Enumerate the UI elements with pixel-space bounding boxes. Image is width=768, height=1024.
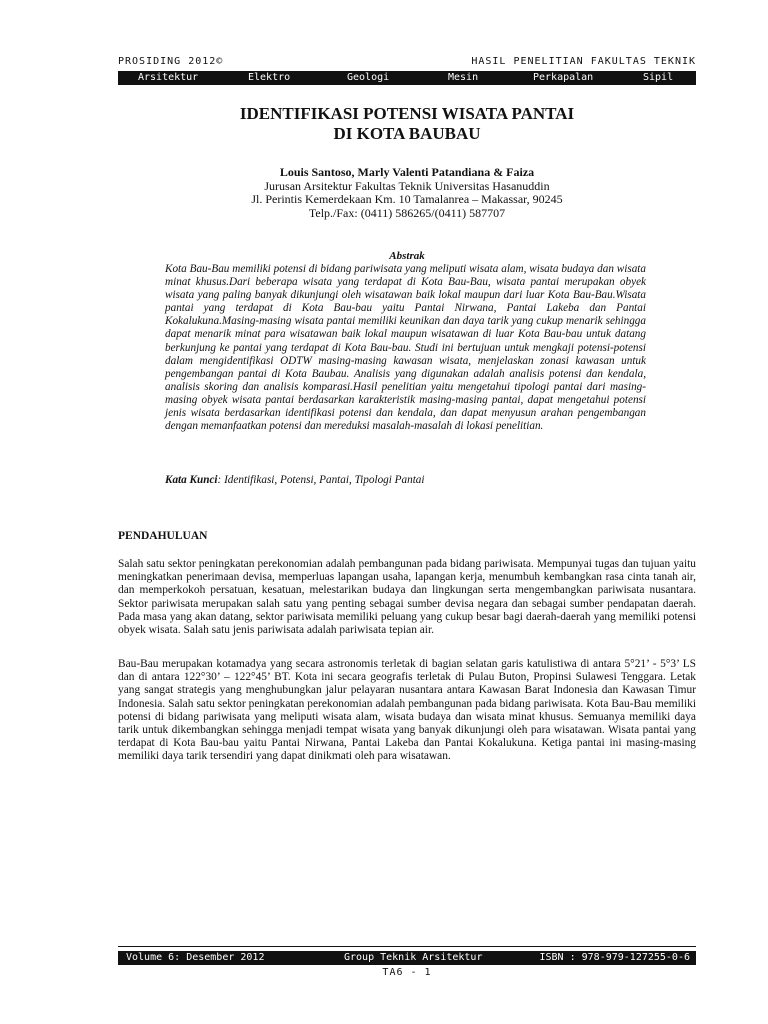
category-elektro: Elektro — [248, 72, 291, 83]
category-bar — [118, 71, 696, 85]
category-perkapalan: Perkapalan — [533, 72, 594, 83]
footer-group: Group Teknik Arsitektur — [344, 952, 483, 963]
author-block — [118, 166, 696, 220]
abstract-text: Kota Bau-Bau memiliki potensi di bidang pariwisata yang meliputi wisata alam, wisata budaya dan wisata minat khusus.Dari beberapa wisata yang terdapat di Kota Bau-Bau, wisata pantai merupakan obyek wisata yang paling banyak dikunjungi oleh wisatawan baik lokal maupun dari luar Kota Bau-Bau.Wisata pantai yang terdapat di Kota Bau-bau yaitu Pantai Nirwana, Pantai Lakeba dan Pantai Kokalukuna.Masing-masing wisata pantai memiliki keunikan dan daya tarik yang cukup menarik sehingga dapat menarik minat para wisatawan baik lokal maupun wisatawan di luar Kota Bau-bau untuk datang berkunjung ke pantai yang terdapat di Kota Bau-bau. Studi ini bertujuan untuk mengkaji potensi-potensi dalam mengidentifikasi ODTW masing-masing kawasan wisata, menjelaskan zonasi kawasan untuk pengembangan pantai di Kota Baubau. Analisis yang digunakan adalah analisis potensi dan kendala, analisis skoring dan analisis komparasi.Hasil penelitian yaitu mengetahui tipologi pantai dari masing-masing obyek wisata pantai berdasarkan karakteristik masing-masing pantai, dapat mengetahui potensi jenis wisata berdasarkan identifikasi potensi dan kendala, dan dapat menyusun arahan pengembangan dengan memanfaatkan potensi dan mereduksi masalah-masalah di lokasi penelitian. — [165, 263, 646, 433]
footer-bar — [118, 951, 696, 965]
title-line-1: IDENTIFIKASI POTENSI WISATA PANTAI — [239, 104, 575, 123]
running-header — [118, 56, 696, 70]
category-sipil: Sipil — [643, 72, 674, 83]
keywords-line — [165, 474, 646, 486]
section-heading: PENDAHULUAN — [118, 530, 208, 542]
intro-paragraph-2: Bau-Bau merupakan kotamadya yang secara astronomis terletak di bagian selatan garis katulistiwa di antara 5°21’ - 5°3’ LS dan di antara 122°30’ – 122°45’ BT. Kota ini secara geografis terletak di Pulau Buton, Propinsi Sulawesi Tenggara. Letak yang sangat strategis yang menghubungkan jalur pelayaran nusantara antara Kawasan Barat Indonesia dan Kawasan Timur Indonesia. Salah satu sektor peningkatan perekonomian adalah pembangunan pada bidang pariwisata. Kota Bau-Bau memiliki potensi di bidang pariwisata yang meliputi wisata alam, wisata budaya dan wisata minat khusus. Semuanya memiliki daya tarik untuk dikembangkan sehingga menjadi tempat wisata yang banyak dikunjungi oleh para wisatawan. Wisata pantai yang terdapat di Kota Bau-bau yaitu Pantai Nirwana, Pantai Lakeba dan Pantai Kokalukuna. Ketiga pantai ini masing-masing memiliki daya tarik tersendiri yang dapat dinikmati oleh para wisatawan. — [118, 658, 696, 763]
author-affiliation: Jurusan Arsitektur Fakultas Teknik Universitas Hasanuddin — [264, 178, 550, 193]
paper-title — [118, 104, 696, 144]
footer-rule — [118, 946, 696, 947]
author-phone: Telp./Fax: (0411) 586265/(0411) 587707 — [308, 205, 506, 220]
intro-paragraph-1: Salah satu sektor peningkatan perekonomian adalah pembangunan pada bidang pariwisata. Mempunyai tugas dan tujuan yaitu meningkatkan penerimaan devisa, memperluas lapangan usaha, lapangan kerja, menumbuh kembangkan rasa cinta tanah air, dan memperkokoh persatuan, kesatuan, melestarikan budaya dan lingkungan serta mengembangkan pariwisata nusantara. Sektor pariwisata merupakan salah satu yang penting sebagai sumber devisa negara dan sebagai sumber pendapatan daerah. Pada masa yang akan datang, sektor pariwisata memiliki peluang yang cukup besar bagi daerah-daerah yang memiliki potensi obyek wisata. Salah satu jenis pariwisata adalah pariwisata tepian air. — [118, 558, 696, 637]
abstract-body — [165, 263, 646, 433]
category-arsitektur: Arsitektur — [138, 72, 199, 83]
faculty-label: HASIL PENELITIAN FAKULTAS TEKNIK — [471, 56, 696, 67]
footer-isbn: ISBN : 978-979-127255-0-6 — [539, 952, 690, 963]
category-geologi: Geologi — [347, 72, 390, 83]
proceedings-label: PROSIDING 2012© — [118, 56, 224, 67]
keywords-list: : Identifikasi, Potensi, Pantai, Tipologi Pantai — [217, 474, 425, 486]
page-number: TA6 - 1 — [382, 967, 432, 978]
keywords-label: Kata Kunci — [165, 474, 218, 486]
category-mesin: Mesin — [448, 72, 479, 83]
author-names: Louis Santoso, Marly Valenti Patandiana & Faiza — [279, 165, 535, 179]
title-line-2: DI KOTA BAUBAU — [333, 124, 481, 143]
footer-volume: Volume 6: Desember 2012 — [126, 952, 265, 963]
abstract-heading: Abstrak — [389, 250, 425, 262]
author-address: Jl. Perintis Kemerdekaan Km. 10 Tamalanrea – Makassar, 90245 — [251, 192, 563, 206]
